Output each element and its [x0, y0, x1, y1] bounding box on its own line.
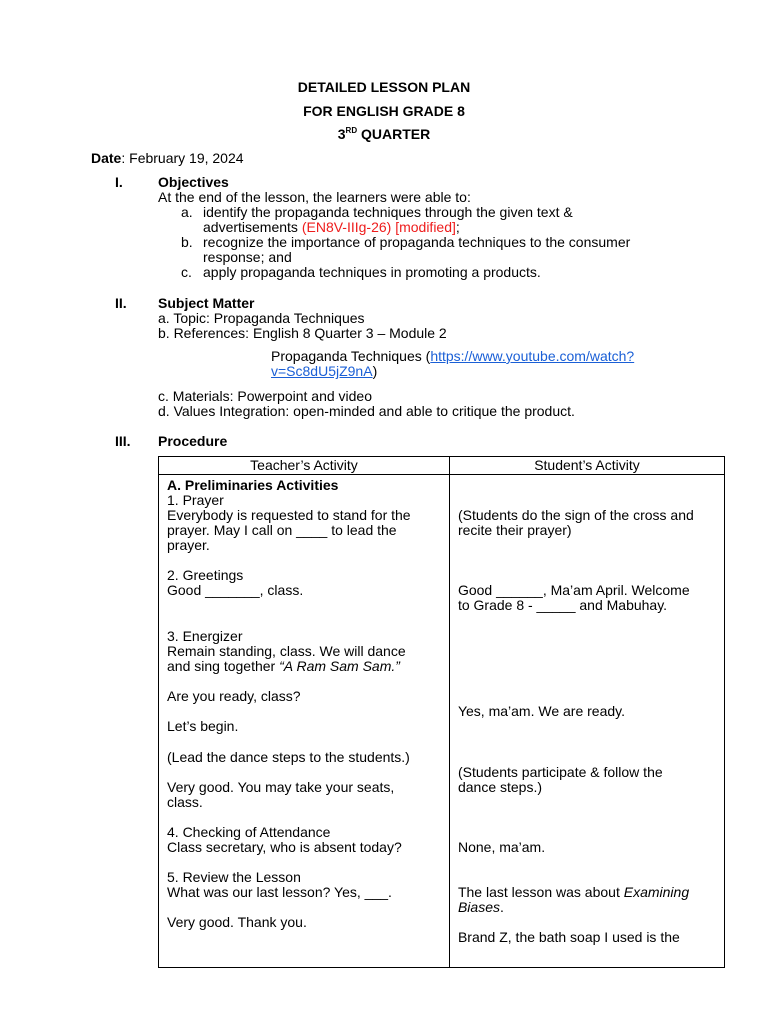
- objective-b-line1: recognize the importance of propaganda techniques to the consumer: [203, 234, 631, 250]
- reference-link[interactable]: https://www.youtube.com/watch?: [430, 348, 635, 364]
- quarter-suffix: RD: [345, 126, 358, 135]
- reference-video-cont: [271, 364, 377, 379]
- greetings-line: Good _______, class.: [167, 582, 304, 598]
- lesson-name-part-2: Biases: [457, 899, 500, 915]
- prayer-line-3: prayer.: [167, 537, 210, 553]
- attendance-title: 4. Checking of Attendance: [167, 824, 331, 840]
- energizer-line-2: [167, 659, 400, 674]
- greetings-title: 2. Greetings: [167, 567, 244, 583]
- thanks-line: Very good. Thank you.: [167, 914, 307, 930]
- student-review-line-2: [458, 900, 504, 915]
- objective-a-line1: identify the propaganda techniques through the given text &: [203, 204, 573, 220]
- student-review-line-1: [458, 885, 689, 900]
- review-title: 5. Review the Lesson: [167, 869, 301, 885]
- student-greet-line-1: Good ______, Ma’am April. Welcome: [457, 582, 690, 598]
- reference-close: ): [372, 363, 378, 379]
- subject-references: b. References: English 8 Quarter 3 – Module 2: [158, 325, 447, 341]
- prayer-title: 1. Prayer: [167, 492, 224, 508]
- table-header-row: [159, 457, 725, 475]
- date-label: Date: [91, 150, 122, 166]
- doc-quarter: [0, 127, 768, 142]
- lesson-name-part-1: Examining: [623, 884, 690, 900]
- reference-video: [271, 349, 634, 364]
- objective-b-letter: b.: [181, 234, 193, 250]
- prayer-line-1: Everybody is requested to stand for the: [167, 507, 411, 523]
- energizer-line-1: Remain standing, class. We will dance: [167, 643, 406, 659]
- procedure-heading: Procedure: [158, 433, 228, 449]
- prayer-line-2: prayer. May I call on ____ to lead the: [167, 522, 397, 538]
- subject-topic: a. Topic: Propaganda Techniques: [158, 310, 365, 326]
- student-dance-line-2: dance steps.): [457, 779, 543, 795]
- song-title: “A Ram Sam Sam.”: [279, 658, 400, 674]
- energizer-text: and sing together: [167, 658, 280, 674]
- objective-c-letter: c.: [181, 264, 192, 280]
- objective-b-line2: response; and: [203, 249, 292, 265]
- doc-title: DETAILED LESSON PLAN: [297, 79, 471, 95]
- student-dance-line-1: (Students participate & follow the: [457, 764, 663, 780]
- objective-a-text: advertisements: [203, 219, 302, 235]
- lead-dance-line: (Lead the dance steps to the students.): [167, 749, 410, 765]
- subject-numeral: II.: [115, 295, 127, 311]
- student-column-header: Student’s Activity: [449, 457, 724, 475]
- reference-text: Propaganda Techniques (: [271, 348, 431, 364]
- objective-a-letter: a.: [181, 204, 193, 220]
- preliminaries-heading: A. Preliminaries Activities: [167, 477, 339, 493]
- objective-a-end: ;: [455, 219, 460, 235]
- date-value: : February 19, 2024: [121, 150, 244, 166]
- student-review-end: .: [500, 899, 504, 915]
- take-seats-line-2: class.: [167, 794, 203, 810]
- table-row: [159, 475, 725, 968]
- objective-c-line1: apply propaganda techniques in promoting a products.: [203, 264, 541, 280]
- student-ready-line: Yes, ma’am. We are ready.: [457, 703, 626, 719]
- teacher-activity-cell: [159, 475, 450, 968]
- reference-link-cont[interactable]: v=Sc8dU5jZ9nA: [271, 363, 373, 379]
- teacher-column-header: Teacher’s Activity: [159, 457, 450, 475]
- subject-materials: c. Materials: Powerpoint and video: [158, 388, 372, 404]
- objective-a-line2: [203, 220, 460, 235]
- student-activity-cell: [449, 475, 724, 968]
- take-seats-line-1: Very good. You may take your seats,: [167, 779, 395, 795]
- student-review-text: The last lesson was about: [457, 884, 624, 900]
- attendance-question: Class secretary, who is absent today?: [167, 839, 402, 855]
- quarter-word: QUARTER: [361, 126, 431, 142]
- student-prayer-line-1: (Students do the sign of the cross and: [457, 507, 694, 523]
- doc-subtitle: FOR ENGLISH GRADE 8: [303, 103, 465, 119]
- student-attendance-line: None, ma’am.: [457, 839, 546, 855]
- competency-code: (EN8V-IIIg-26) [modified]: [301, 219, 456, 235]
- date-line: [91, 151, 244, 166]
- quarter-number: 3: [337, 126, 346, 142]
- begin-line: Let’s begin.: [167, 718, 239, 734]
- procedure-numeral: III.: [115, 433, 131, 449]
- objectives-numeral: I.: [115, 174, 123, 190]
- student-brand-line: Brand Z, the bath soap I used is the: [457, 929, 680, 945]
- subject-values: d. Values Integration: open-minded and able to critique the product.: [158, 403, 575, 419]
- objectives-heading: Objectives: [158, 174, 229, 190]
- student-prayer-line-2: recite their prayer): [457, 522, 572, 538]
- review-question: What was our last lesson? Yes, ___.: [167, 884, 392, 900]
- ready-question: Are you ready, class?: [167, 688, 301, 704]
- subject-heading: Subject Matter: [158, 295, 255, 311]
- procedure-table: [158, 456, 725, 968]
- energizer-title: 3. Energizer: [167, 628, 243, 644]
- student-greet-line-2: to Grade 8 - _____ and Mabuhay.: [457, 597, 668, 613]
- objectives-intro: At the end of the lesson, the learners were able to:: [158, 189, 471, 205]
